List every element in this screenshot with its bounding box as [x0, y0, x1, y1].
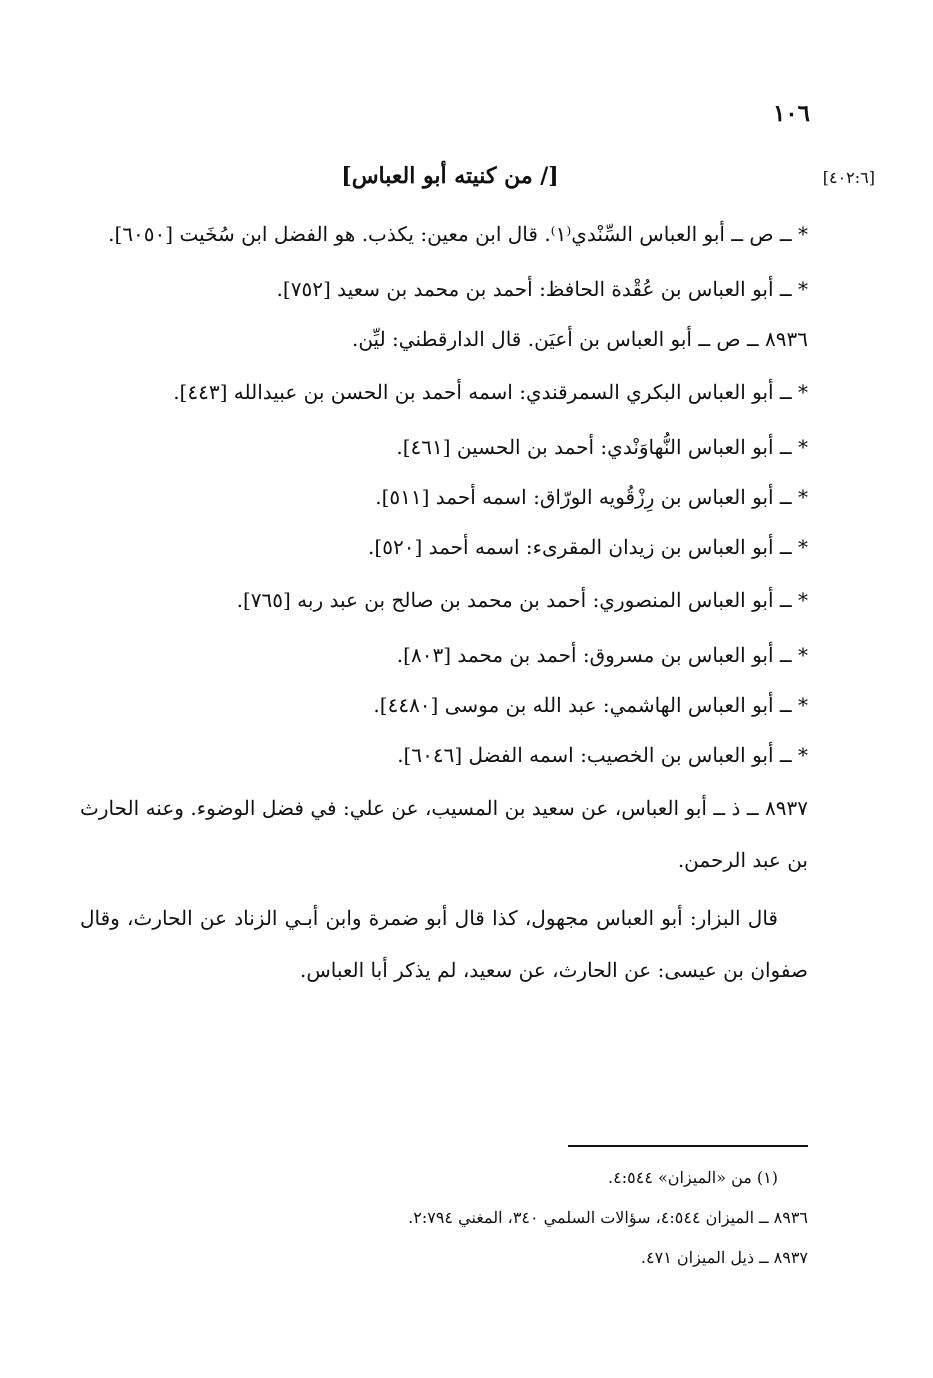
- entry-sindi: * ــ ص ــ أبو العباس السِّنْدي⁽١⁾. قال ابن معين: يكذب. هو الفضل ابن سُخَيت [٦٠٥٠].: [108, 222, 808, 246]
- entry-khasib: * ــ أبو العباس بن الخصيب: اسمه الفضل [٦٠٤٦].: [397, 743, 808, 767]
- entry-hashimi: * ــ أبو العباس الهاشمي: عبد الله بن موسى [٤٤٨٠].: [373, 693, 808, 717]
- footnotes: [120, 1158, 808, 1278]
- entry-masruq: * ــ أبو العباس بن مسروق: أحمد بن محمد [٨٠٣].: [396, 643, 808, 667]
- entry-mansuri: * ــ أبو العباس المنصوري: أحمد بن محمد بن صالح بن عبد ربه [٧٦٥].: [236, 588, 808, 612]
- entry-nahawandi: * ــ أبو العباس النُّهاوَنْدي: أحمد بن الحسين [٤٦١].: [396, 435, 808, 459]
- entry-8936: ٨٩٣٦ ــ ص ــ أبو العباس بن أعيَن. قال الدارقطني: ليِّن.: [351, 327, 808, 351]
- footnote-1: (١) من «الميزان» ٤:٥٤٤.: [608, 1168, 778, 1187]
- footnote-8937: ٨٩٣٧ ــ ذيل الميزان ٤٧١.: [640, 1248, 808, 1267]
- entry-zaydan: * ــ أبو العباس بن زيدان المقرىء: اسمه أحمد [٥٢٠].: [368, 535, 808, 559]
- page-number: ١٠٦: [772, 100, 810, 127]
- entries-body: [80, 208, 808, 1002]
- entry-8937: ٨٩٣٧ ــ ذ ــ أبو العباس، عن سعيد بن المسيب، عن علي: في فضل الوضوء. وعنه الحارث بن عبد الرحمن.: [80, 796, 808, 872]
- volume-reference: [٤٠٢:٦]: [822, 168, 875, 187]
- entry-rizquwayh: * ــ أبو العباس بن رِزْقُويه الورّاق: اسمه أحمد [٥١١].: [375, 485, 808, 509]
- entry-bakri: * ــ أبو العباس البكري السمرقندي: اسمه أحمد بن الحسن بن عبيدالله [٤٤٣].: [173, 380, 808, 404]
- footnote-8936: ٨٩٣٦ ــ الميزان ٤:٥٤٤، سؤالات السلمي ٣٤٠، المغني ٢:٧٩٤.: [408, 1208, 808, 1227]
- footnote-divider: [568, 1145, 808, 1147]
- entry-ibn-uqda: * ــ أبو العباس بن عُقْدة الحافظ: أحمد بن محمد بن سعيد [٧٥٢].: [276, 277, 808, 301]
- entry-bazzar-note: قال البزار: أبو العباس مجهول، كذا قال أبو ضمرة وابن أبـي الزناد عن الحارث، وقال صفوان بن عيسى: عن الحارث، عن سعيد، لم يذكر أبا العباس.: [80, 906, 808, 982]
- section-heading: [/ من كنيته أبو العباس]: [341, 163, 559, 189]
